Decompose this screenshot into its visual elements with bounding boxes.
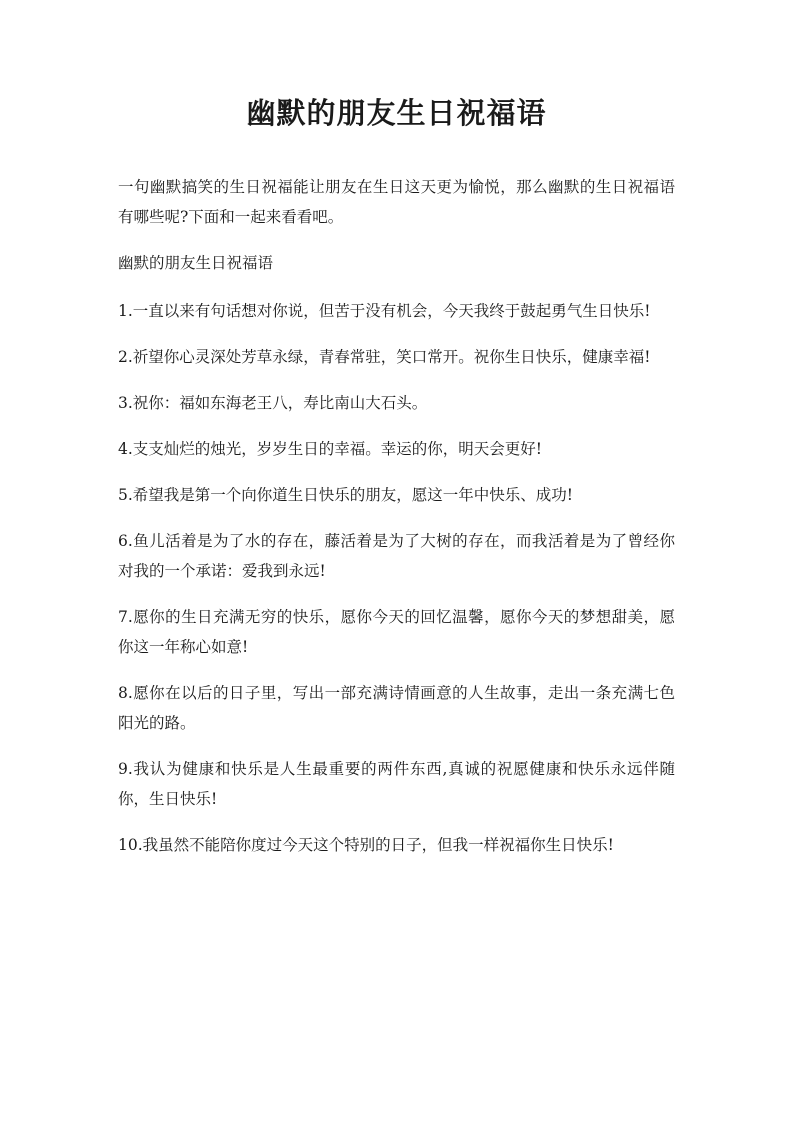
list-item: 4.支支灿烂的烛光，岁岁生日的幸福。幸运的你，明天会更好! [118,440,543,458]
list-item: 1.一直以来有句话想对你说，但苦于没有机会，今天我终于鼓起勇气生日快乐! [118,302,651,320]
list-item: 9.我认为健康和快乐是人生最重要的两件东西,真诚的祝愿健康和快乐永远伴随你，生日快乐! [118,760,675,808]
list-item: 2.祈望你心灵深处芳草永绿，青春常驻，笑口常开。祝你生日快乐，健康幸福! [118,348,651,366]
list-item: 6.鱼儿活着是为了水的存在，藤活着是为了大树的存在，而我活着是为了曾经你对我的一个承诺：爱我到永远! [118,532,675,580]
list-item: 7.愿你的生日充满无穷的快乐，愿你今天的回忆温馨，愿你今天的梦想甜美，愿你这一年称心如意! [118,608,675,656]
list-item: 8.愿你在以后的日子里，写出一部充满诗情画意的人生故事，走出一条充满七色阳光的路。 [118,684,675,732]
list-item: 10.我虽然不能陪你度过今天这个特别的日子，但我一样祝福你生日快乐! [118,836,614,854]
list-item: 5.希望我是第一个向你道生日快乐的朋友，愿这一年中快乐、成功! [118,486,574,504]
intro-paragraph: 一句幽默搞笑的生日祝福能让朋友在生日这天更为愉悦，那么幽默的生日祝福语有哪些呢?下面和一起来看看吧。 [118,178,675,226]
section-heading: 幽默的朋友生日祝福语 [118,254,274,272]
page-title: 幽默的朋友生日祝福语 [246,96,547,130]
list-item: 3.祝你：福如东海老王八，寿比南山大石头。 [118,394,428,412]
